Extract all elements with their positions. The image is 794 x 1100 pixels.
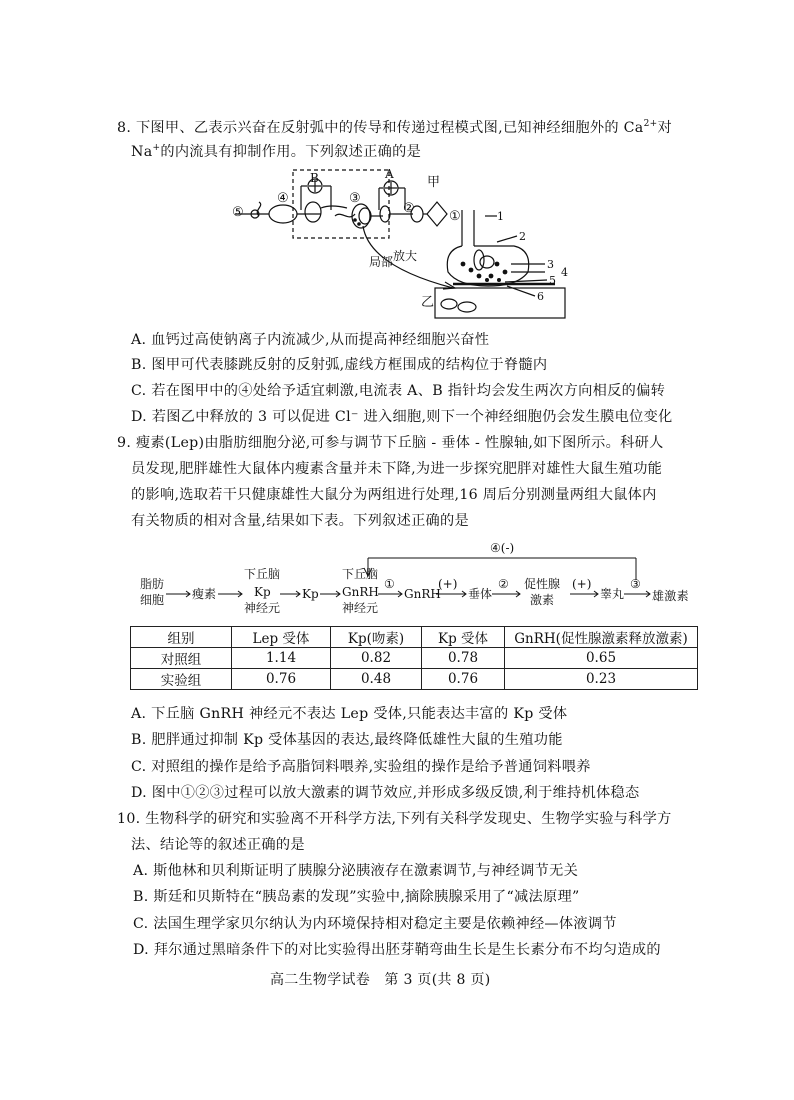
- q9-stem-line3: 的影响,选取若干只健康雄性大鼠分为两组进行处理,16 周后分别测量两组大鼠体内: [131, 487, 657, 503]
- q10-stem-line2: 法、结论等的叙述正确的是: [131, 837, 305, 853]
- flow-gn2: GnRH: [342, 585, 379, 599]
- label-c4: ④: [277, 191, 289, 206]
- table-cell: 对照组: [131, 648, 232, 669]
- q9-option-c[interactable]: C. 对照组的操作是给予高脂饲料喂养,实验组的操作是给予普通饲料喂养: [131, 759, 591, 775]
- flow-kpn2: Kp: [254, 585, 271, 599]
- q9-option-b[interactable]: B. 肥胖通过抑制 Kp 受体基因的表达,最终降低雄性大鼠的生殖功能: [131, 732, 563, 748]
- flow-plus1: (+): [438, 577, 458, 591]
- q8-stem-line1: 8. 下图甲、乙表示兴奋在反射弧中的传导和传递过程模式图,已知神经细胞外的 $Ca^{2+}$对: [117, 119, 672, 136]
- flow-kpn1: 下丘脑: [244, 567, 281, 581]
- q9-stem-line2: 员发现,肥胖雄性大鼠体内瘦素含量并未下降,为进一步探究肥胖对雄性大鼠生殖功能: [131, 461, 663, 477]
- q10-stem-line1: 10. 生物科学的研究和实验离不开科学方法,下列有关科学发现史、生物学实验与科学方: [117, 811, 672, 827]
- flow-kpn3: 神经元: [244, 601, 281, 615]
- label-c5: ⑤: [232, 205, 244, 220]
- label-c3: ③: [349, 191, 361, 206]
- label-enlarge: 放大: [393, 249, 418, 263]
- q10-option-b[interactable]: B. 斯廷和贝斯特在“胰岛素的发现”实验中,摘除胰腺采用了“减法原理”: [133, 889, 580, 905]
- label-c1: ①: [449, 209, 461, 224]
- page-footer: 高二生物学试卷 第 3 页(共 8 页): [270, 972, 491, 988]
- table-cell: 0.76: [232, 669, 331, 690]
- q8-option-b[interactable]: B. 图甲可代表膝跳反射的反射弧,虚线方框围成的结构位于脊髓内: [131, 357, 548, 373]
- label-n1: 1: [497, 210, 504, 223]
- flow-plus2: (+): [572, 577, 592, 591]
- flow-c3: ③: [630, 577, 641, 591]
- q10-option-c[interactable]: C. 法国生理学家贝尔纳认为内环境保持相对稳定主要是依赖神经—体液调节: [133, 916, 617, 932]
- table-cell: 0.76: [422, 669, 505, 690]
- flow-c2: ②: [498, 577, 509, 591]
- flow-fat2: 细胞: [140, 593, 165, 607]
- table-header-cell: Kp(吻素): [331, 627, 422, 648]
- table-cell: 0.65: [505, 648, 698, 669]
- q9-option-d[interactable]: D. 图中①②③过程可以放大激素的调节效应,并形成多级反馈,利于维持机体稳态: [131, 785, 640, 801]
- label-n2: 2: [519, 230, 526, 243]
- table-cell: 0.23: [505, 669, 698, 690]
- flow-pituitary: 垂体: [468, 587, 493, 601]
- table-header-row: [131, 627, 698, 648]
- postsynaptic-cell: [435, 288, 565, 318]
- q9-stem-line1: 9. 瘦素(Lep)由脂肪细胞分泌,可参与调节下丘脑 - 垂体 - 性腺轴,如下图所示。科研人: [117, 435, 664, 451]
- table-cell: 0.78: [422, 648, 505, 669]
- table-cell: 0.48: [331, 669, 422, 690]
- flow-gnrh: GnRH: [404, 587, 441, 601]
- table-header-cell: Kp 受体: [422, 627, 505, 648]
- flow-androgen: 雄激素: [652, 589, 689, 603]
- table-header-cell: 组别: [131, 627, 232, 648]
- q9-stem-line4: 有关物质的相对含量,结果如下表。下列叙述正确的是: [131, 513, 470, 529]
- flow-testis: 睾丸: [600, 587, 625, 601]
- flow-fsh1: 促性腺: [524, 577, 561, 591]
- label-n4: 4: [561, 266, 568, 279]
- flow-feedback: ④(-): [490, 541, 515, 555]
- reflex-arc-figure: [235, 160, 575, 320]
- q8-option-c[interactable]: C. 若在图甲中的④处给予适宜刺激,电流表 A、B 指针均会发生两次方向相反的偏转: [131, 383, 666, 399]
- label-local: 局部: [369, 255, 394, 269]
- data-table: [130, 626, 698, 690]
- table-header-cell: GnRH(促性腺激素释放激素): [505, 627, 698, 648]
- flow-leptin: 瘦素: [192, 587, 217, 601]
- label-A: A: [385, 167, 394, 181]
- table-cell: 0.82: [331, 648, 422, 669]
- label-n5: 5: [549, 274, 556, 287]
- effector-muscle: [427, 202, 447, 226]
- flow-c1: ①: [384, 577, 395, 591]
- table-row: [131, 648, 698, 669]
- label-jia: 甲: [427, 175, 441, 190]
- hpg-axis-flow-diagram: [140, 538, 660, 620]
- label-n3: 3: [547, 258, 554, 271]
- label-B: B: [310, 171, 319, 185]
- q10-option-a[interactable]: A. 斯他林和贝利斯证明了胰腺分泌胰液存在激素调节,与神经调节无关: [133, 863, 579, 879]
- flow-gn1: 下丘脑: [342, 567, 379, 581]
- q8-stem-line2: Na+的内流具有抑制作用。下列叙述正确的是: [131, 143, 422, 160]
- synapse-3: [352, 204, 370, 228]
- label-n6: 6: [537, 290, 544, 303]
- table-cell: 1.14: [232, 648, 331, 669]
- flow-fat1: 脂肪: [140, 577, 165, 591]
- flow-gn3: 神经元: [342, 601, 379, 615]
- table-cell: 实验组: [131, 669, 232, 690]
- label-c2: ②: [403, 201, 415, 216]
- table-header-cell: Lep 受体: [232, 627, 331, 648]
- q8-option-a[interactable]: A. 血钙过高使钠离子内流减少,从而提高神经细胞兴奋性: [131, 332, 490, 348]
- q9-option-a[interactable]: A. 下丘脑 GnRH 神经元不表达 Lep 受体,只能表达丰富的 Kp 受体: [131, 706, 568, 722]
- q8-option-d[interactable]: D. 若图乙中释放的 3 可以促进 Cl⁻ 进入细胞,则下一个神经细胞仍会发生膜电位变化: [131, 409, 673, 425]
- label-yi: 乙: [421, 295, 435, 310]
- table-row: [131, 669, 698, 690]
- flow-kp: Kp: [302, 587, 319, 601]
- q10-option-d[interactable]: D. 拜尔通过黑暗条件下的对比实验得出胚芽鞘弯曲生长是生长素分布不均匀造成的: [133, 942, 661, 958]
- flow-fsh2: 激素: [530, 593, 555, 607]
